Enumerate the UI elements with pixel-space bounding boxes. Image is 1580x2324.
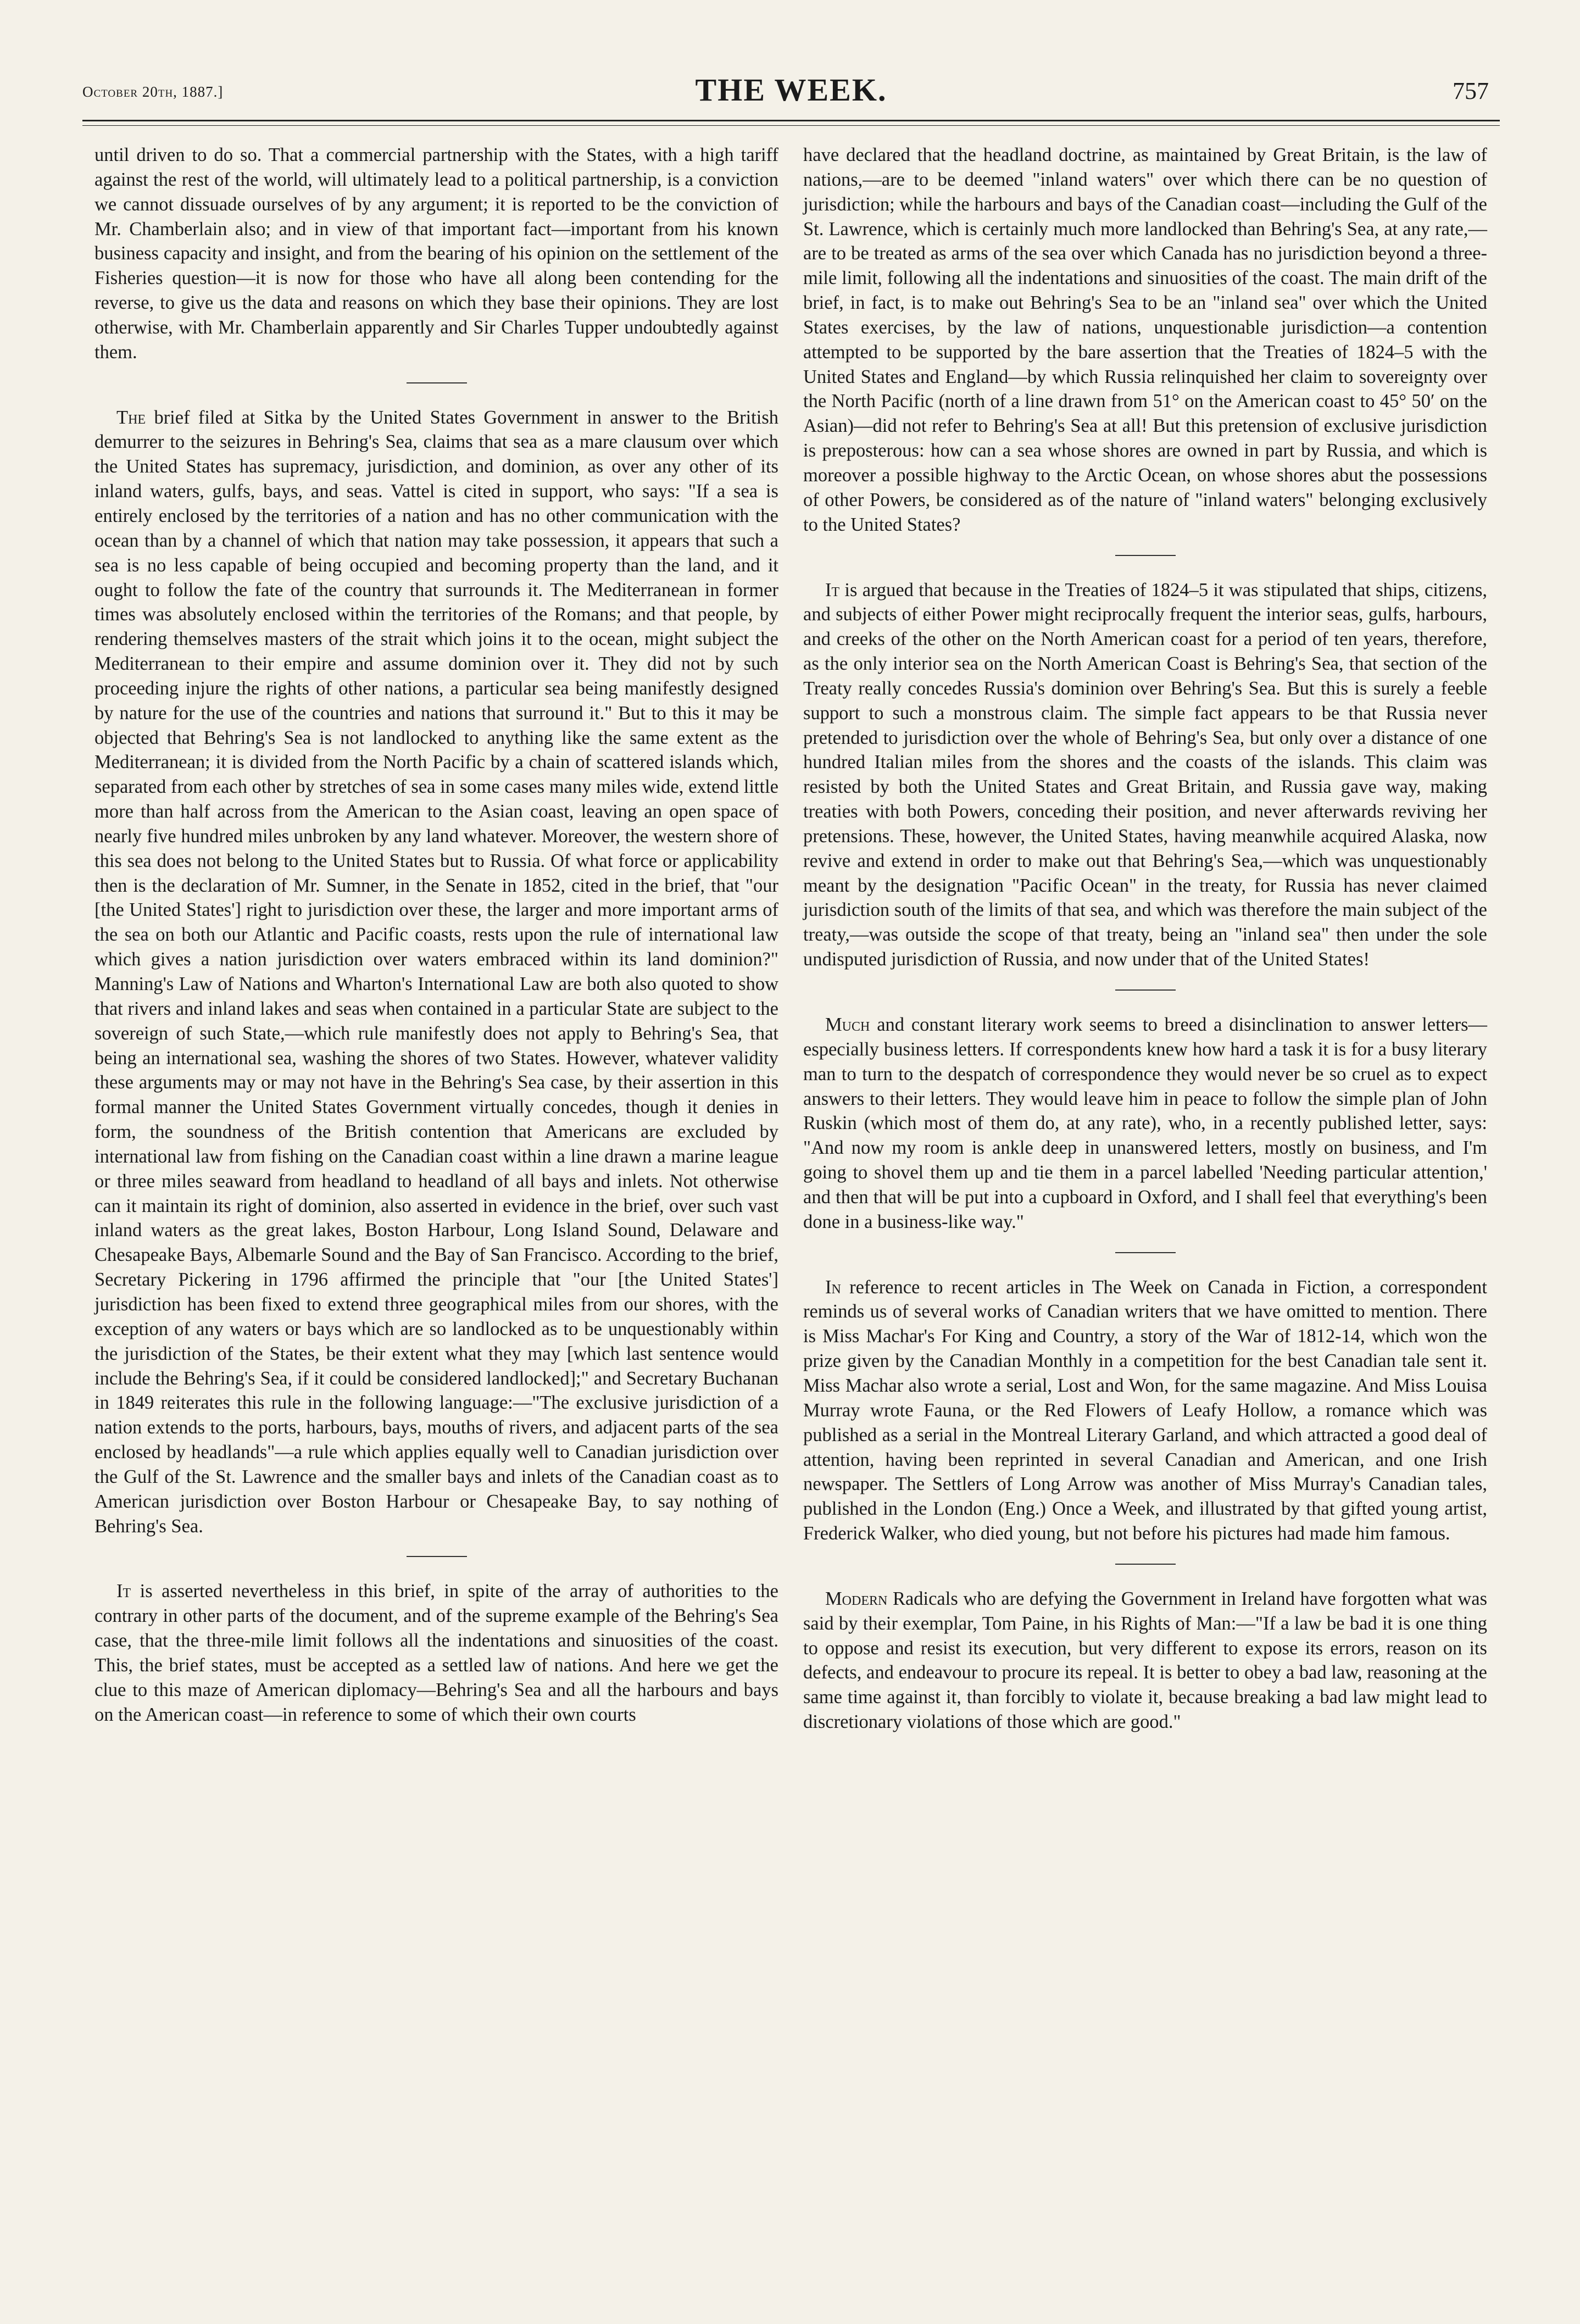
section-divider [1115, 1252, 1176, 1253]
header-rule-thin [82, 125, 1500, 126]
section-divider [407, 1556, 467, 1557]
left-column [94, 143, 778, 1727]
header-rule [82, 120, 1500, 121]
issue-date: October 20th, 1887.] [82, 84, 224, 100]
article-paragraph: The brief filed at Sitka by the United States Government in answer to the British demurrer to the seizures in Behring's Sea, claims that sea as a mare clausum over which the United States has supremacy, jurisdiction, and dominion, as over any other of its inland waters, gulfs, bays, and seas. Vattel is cited in support, who says: "If a sea is entirely enclosed by the territories of a nation and has no other communication with the ocean than by a channel of which that nation may take possession, it appears that such a sea is no less capable of being occupied and becoming property than the land, and it ought to follow the fate of the country that surrounds it. The Mediterranean in former times was absolutely enclosed within the territories of the Romans; and that people, by rendering themselves masters of the strait which joins it to the ocean, might subject the Mediterranean to their empire and assume dominion over it. They did not by such proceeding injure the rights of other nations, a particular sea being manifestly designed by nature for the use of the countries and nations that surround it." But to this it may be objected that Behring's Sea is not landlocked to anything like the same extent as the Mediterranean; it is divided from the North Pacific by a chain of scattered islands which, separated from each other by stretches of sea in some cases many miles wide, extend little more than half across from the American to the Asian coast, leaving an open space of nearly five hundred miles unbroken by any land whatever. Moreover, the western shore of this sea does not belong to the United States but to Russia. Of what force or applicability then is the declaration of Mr. Sumner, in the Senate in 1852, cited in the brief, that "our [the United States'] right to jurisdiction over these, the larger and more important arms of the sea on both our Atlantic and Pacific coasts, rests upon the rule of international law which gives a nation jurisdiction over waters embraced within its land dominion?" Manning's Law of Nations and Wharton's International Law are both also quoted to show that rivers and inland lakes and seas when contained in a particular State are subject to the sovereign of such State,—which rule manifestly does not apply to Behring's Sea, that being an international sea, washing the shores of two States. However, whatever validity these arguments may or may not have in the Behring's Sea case, by their assertion in this formal manner the United States Government virtually concedes, though it denies in form, the soundness of the British contention that Americans are excluded by international law from fishing on the Canadian coast within a line drawn a marine league or three miles seaward from headland to headland of all bays and inlets. Not otherwise can it maintain its right of dominion, also asserted in evidence in the brief, over such vast inland waters as the great lakes, Boston Harbour, Long Island Sound, Delaware and Chesapeake Bays, Albemarle Sound and the Bay of San Francisco. According to the brief, Secretary Pickering in 1796 affirmed the principle that "our [the United States'] jurisdiction has been fixed to extend three geographical miles from our shores, with the exception of any waters or bays which are so landlocked as to be unquestionably within the jurisdiction of the States, be their extent what they may [which last sentence would include the Behring's Sea, if it could be considered landlocked];" and Secretary Buchanan in 1849 reiterates this rule in the following language:—"The exclusive jurisdiction of a nation extends to the ports, harbours, bays, mouths of rivers, and adjacent parts of the sea enclosed by headlands"—a rule which applies equally well to Canadian jurisdiction over the Gulf of the St. Lawrence and the smaller bays and inlets of the Canadian coast as to American jurisdiction over Boston Harbour or Chesapeake Bay, to say nothing of Behring's Sea. [94, 407, 779, 1537]
article-paragraph: until driven to do so. That a commercial partnership with the States, with a high tariff against the rest of the world, will ultimately lead to a political partnership, is a conviction we cannot dissuade ourselves of by any argument; it is reported to be the conviction of Mr. Chamberlain also; and in view of that important fact—important from his known business capacity and insight, and from the bearing of his opinion on the settlement of the Fisheries question—it is now for those who have all along been contending for the reverse, to give us the data and reasons on which they base their opinions. They are lost otherwise, with Mr. Chamberlain apparently and Sir Charles Tupper undoubtedly against them. [94, 144, 778, 363]
article-paragraph: It is asserted nevertheless in this brief, in spite of the array of authorities to the contrary in other parts of the document, and of the supreme example of the Behring's Sea case, that the three-mile limit follows all the indentations and sinuosities of the coast. This, the brief states, must be accepted as a settled law of nations. And here we get the clue to this maze of American diplomacy—Behring's Sea and all the harbours and bays on the American coast—in reference to some of which their own courts [94, 1581, 778, 1725]
article-paragraph: have declared that the headland doctrine, as maintained by Great Britain, is the law of nations,—are to be deemed "inland waters" over which there can be no question of jurisdiction; while the harbours and bays of the Canadian coast—including the Gulf of the St. Lawrence, which is certainly much more landlocked than Behring's Sea, at any rate,—are to be treated as arms of the sea over which Canada has no jurisdiction beyond a three-mile limit, following all the indentations and sinuosities of the coast. The main drift of the brief, in fact, is to make out Behring's Sea to be an "inland sea" over which the United States exercises, by the law of nations, unquestionable jurisdiction—a contention attempted to be supported by the bare assertion that the Treaties of 1824–5 with the United States and England—by which Russia relinquished her claim to sovereignty over the North Pacific (north of a line drawn from 51° on the American coast to 45° 50′ on the Asian)—did not refer to Behring's Sea at all! But this pretension of exclusive jurisdiction is preposterous: how can a sea whose shores are owned in part by Russia, and which is moreover a possible highway to the Arctic Ocean, on whose shores abut the possessions of other Powers, be considered as of the nature of "inland waters" belonging exclusively to the United States? [803, 144, 1487, 535]
right-column [803, 143, 1487, 1734]
section-divider [1115, 1564, 1176, 1565]
article-paragraph: It is argued that because in the Treaties of 1824–5 it was stipulated that ships, citizens, and subjects of either Power might reciprocally frequent the interior seas, gulfs, harbours, and creeks of the other on the North American coast for a period of ten years, therefore, as the only interior sea on the North American Coast is Behring's Sea, that section of the Treaty really concedes Russia's dominion over Behring's Sea. But this is surely a feeble support to such a monstrous claim. The simple fact appears to be that Russia never pretended to jurisdiction over the whole of Behring's Sea, but only over a distance of one hundred Italian miles from the shores and the coasts of the islands. This claim was resisted by both the United States and Great Britain, and Russia gave way, making treaties with both Powers, conceding their position, and never afterwards reviving her pretensions. These, however, the United States, having meanwhile acquired Alaska, now revive and extend in order to make out that Behring's Sea,—which was unquestionably meant by the designation "Pacific Ocean" in the treaty, for Russia has never claimed jurisdiction south of the limits of that sea, and which was therefore the main subject of the treaty,—was outside the scope of that treaty, being an "inland sea" then under the sole undisputed jurisdiction of Russia, and now under that of the United States! [803, 579, 1487, 970]
article-paragraph: In reference to recent articles in The Week on Canada in Fiction, a correspondent reminds us of several works of Canadian writers that we have omitted to mention. There is Miss Machar's For King and Country, a story of the War of 1812-14, which won the prize given by the Canadian Monthly in a competition for the best Canadian tale sent it. Miss Machar also wrote a serial, Lost and Won, for the same magazine. And Miss Louisa Murray wrote Fauna, or the Red Flowers of Leafy Hollow, a romance which was published as a serial in the Montreal Literary Garland, and which attracted a good deal of attention, having been reprinted in several Canadian and American, and one Irish newspaper. The Settlers of Long Arrow was another of Miss Murray's Canadian tales, published in the London (Eng.) Once a Week, and illustrated by that gifted young artist, Frederick Walker, who died young, but not before his pictures had made him famous. [803, 1276, 1488, 1544]
article-paragraph: Much and constant literary work seems to breed a disinclination to answer letters—especially business letters. If correspondents knew how hard a task it is for a busy literary man to turn to the despatch of correspondence they would never be so cruel as to expect answers to their letters. They would leave him in peace to follow the simple plan of John Ruskin (which most of them do, at any rate), who, in a recently published letter, says: "And now my room is ankle deep in unanswered letters, mostly on business, and I'm going to shovel them up and tie them in a parcel labelled 'Needing particular attention,' and then that will be put into a cupboard in Oxford, and I shall feel that everything's been done in a business-like way." [803, 1014, 1487, 1232]
section-divider [1115, 555, 1176, 556]
section-divider [1115, 989, 1176, 991]
page-header [82, 71, 1500, 115]
page-number: 757 [1453, 77, 1489, 104]
article-paragraph: Modern Radicals who are defying the Government in Ireland have forgotten what was said by their exemplar, Tom Paine, in his Rights of Man:—"If a law be bad it is one thing to oppose and resist its execution, but very different to expose its errors, reason on its defects, and endeavour to procure its repeal. It is better to obey a bad law, reasoning at the same time against it, than forcibly to violate it, because breaking a bad law might lead to discretionary violations of those which are good." [803, 1588, 1488, 1733]
publication-title: THE WEEK. [695, 72, 887, 108]
section-divider [407, 382, 467, 383]
